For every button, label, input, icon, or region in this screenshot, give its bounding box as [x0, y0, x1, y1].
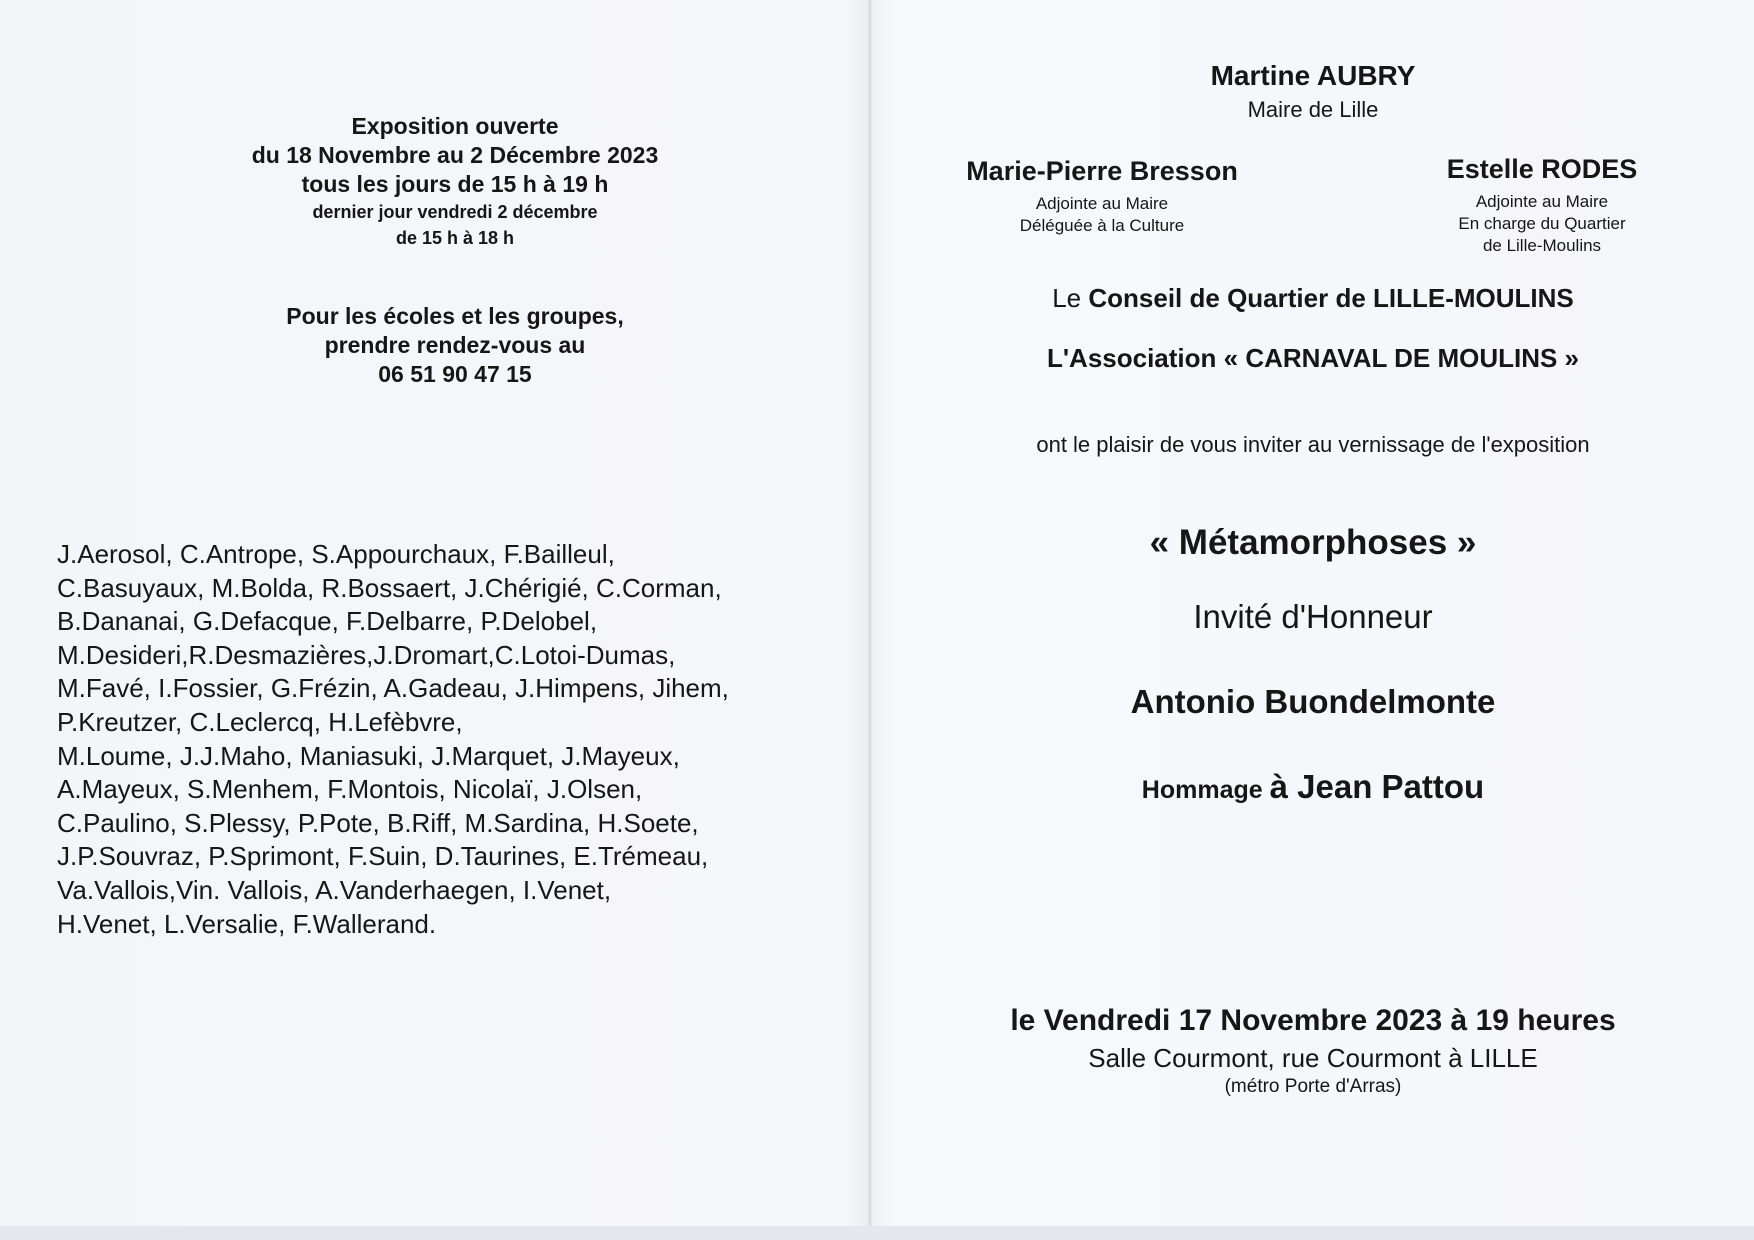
deputy-district-name: Estelle RODES	[1446, 154, 1638, 184]
right-panel	[872, 0, 1754, 1240]
group-booking	[160, 302, 750, 389]
artists-line: M.Loume, J.J.Maho, Maniasuki, J.Marquet, J.Mayeux,	[57, 740, 680, 771]
guest-of-honor-label: Invité d'Honneur	[1193, 598, 1433, 635]
deputy-district-role-3: de Lille-Moulins	[1482, 236, 1602, 255]
mayor-name: Martine AUBRY	[1210, 60, 1416, 91]
tribute-prefix: Hommage	[1141, 776, 1270, 804]
hours-line-4: dernier jour vendredi 2 décembre	[312, 202, 598, 222]
booking-line-2: prendre rendez-vous au	[324, 332, 586, 358]
artists-line: P.Kreutzer, C.Leclercq, H.Lefèbvre,	[57, 706, 463, 737]
deputy-district-role-2: En charge du Quartier	[1458, 214, 1626, 233]
artists-line: M.Favé, I.Fossier, G.Frézin, A.Gadeau, J.Himpens, Jihem,	[57, 673, 729, 704]
guest-of-honor-name: Antonio Buondelmonte	[1130, 683, 1496, 720]
opening-hours	[160, 112, 750, 251]
deputy-district	[1392, 154, 1692, 257]
deputy-culture-name: Marie-Pierre Bresson	[966, 156, 1238, 186]
booking-line-1: Pour les écoles et les groupes,	[286, 303, 624, 329]
exhibition-title: « Métamorphoses »	[1149, 523, 1477, 562]
artists-line: J.P.Souvraz, P.Sprimont, F.Suin, D.Taurines, E.Trémeau,	[57, 841, 709, 872]
artists-line: C.Basuyaux, M.Bolda, R.Bossaert, J.Chérigié, C.Corman,	[57, 572, 722, 603]
district-council	[872, 283, 1754, 314]
deputy-district-role-1: Adjointe au Maire	[1475, 192, 1609, 211]
deputy-culture-role-2: Déléguée à la Culture	[1019, 216, 1185, 235]
booking-phone: 06 51 90 47 15	[378, 361, 532, 387]
association-name: L'Association « CARNAVAL DE MOULINS »	[1046, 343, 1580, 373]
artists-line: Va.Vallois,Vin. Vallois, A.Vanderhaegen, I.Venet,	[57, 874, 612, 905]
artists-list	[57, 538, 857, 941]
left-panel	[0, 0, 868, 1240]
artists-line: C.Paulino, S.Plessy, P.Pote, B.Riff, M.Sardina, H.Soete,	[57, 807, 699, 838]
event-date: le Vendredi 17 Novembre 2023 à 19 heures	[1010, 1004, 1616, 1037]
tribute-name: à Jean Pattou	[1269, 768, 1485, 805]
artists-line: J.Aerosol, C.Antrope, S.Appourchaux, F.Bailleul,	[57, 539, 615, 569]
artists-line: M.Desideri,R.Desmazières,J.Dromart,C.Lotoi-Dumas,	[57, 639, 676, 670]
hours-line-2: du 18 Novembre au 2 Décembre 2023	[251, 142, 659, 168]
deputy-culture-role-1: Adjointe au Maire	[1035, 194, 1169, 213]
hours-line-1: Exposition ouverte	[351, 113, 559, 139]
council-prefix: Le	[1052, 283, 1089, 313]
council-name: Conseil de Quartier de LILLE-MOULINS	[1088, 283, 1574, 313]
artists-line: B.Dananai, G.Defacque, F.Delbarre, P.Delobel,	[57, 606, 598, 637]
artists-line: H.Venet, L.Versalie, F.Wallerand.	[57, 908, 437, 939]
hours-line-3: tous les jours de 15 h à 19 h	[301, 171, 609, 197]
event-venue: Salle Courmont, rue Courmont à LILLE	[1088, 1043, 1538, 1073]
tribute	[872, 768, 1754, 806]
mayor-role: Maire de Lille	[1247, 97, 1379, 122]
hours-line-5: de 15 h à 18 h	[395, 228, 515, 248]
artists-line: A.Mayeux, S.Menhem, F.Montois, Nicolaï, J.Olsen,	[57, 774, 643, 805]
deputy-culture	[932, 156, 1272, 237]
invitation-text: ont le plaisir de vous inviter au vernissage de l'exposition	[1036, 432, 1590, 457]
metro-station: (métro Porte d'Arras)	[1224, 1076, 1402, 1097]
